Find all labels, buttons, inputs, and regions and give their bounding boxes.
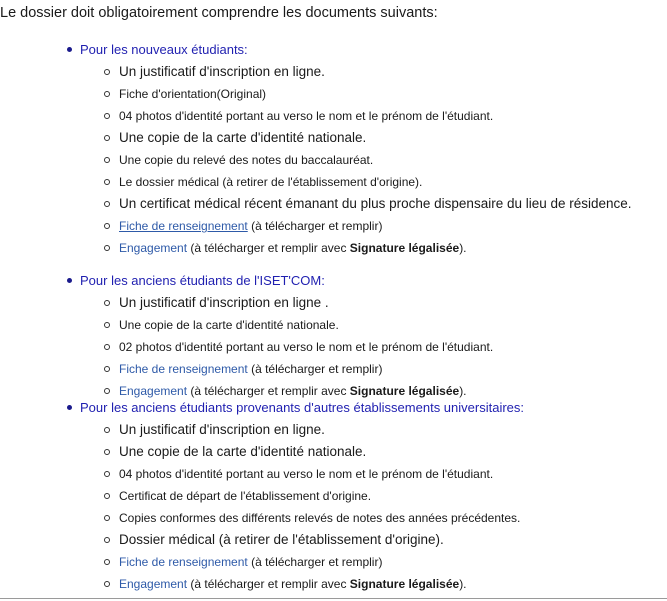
section-title: Pour les anciens étudiants de l'ISET'COM: (80, 273, 325, 288)
item-text: Un justificatif d'inscription en ligne. (119, 64, 325, 79)
bullet-disc-icon (67, 278, 72, 283)
list-item-content (119, 441, 366, 463)
list-item-content (119, 149, 373, 171)
bullet-disc-icon (67, 47, 72, 52)
bullet-circle-icon (104, 388, 110, 394)
item-text: (à télécharger et remplir avec (187, 241, 350, 255)
bullet-circle-icon (104, 69, 110, 75)
list-item-content (119, 336, 493, 358)
document-section (0, 39, 667, 259)
bullet-circle-icon (104, 157, 110, 163)
bullet-circle-icon (104, 300, 110, 306)
list-item (0, 463, 667, 485)
item-text: (à télécharger et remplir avec (187, 384, 350, 398)
item-text: Fiche d'orientation(Original) (119, 87, 267, 101)
bullet-circle-icon (104, 135, 110, 141)
list-item (0, 551, 667, 573)
list-item (0, 193, 667, 215)
list-item-content (119, 573, 467, 595)
list-item-content (119, 419, 325, 441)
list-item-content (119, 61, 325, 83)
item-text: Un certificat médical récent émanant du plus proche dispensaire du lieu de résidence. (119, 196, 632, 211)
engagement-link[interactable]: Engagement (119, 241, 188, 255)
list-item-content (119, 314, 339, 336)
item-text: (à télécharger et remplir) (247, 362, 383, 376)
bullet-circle-icon (104, 471, 110, 477)
bullet-circle-icon (104, 559, 110, 565)
item-text: 02 photos d'identité portant au verso le nom et le prénom de l'étudiant. (119, 340, 494, 354)
list-item (0, 507, 667, 529)
bullet-circle-icon (104, 449, 110, 455)
list-item-content (119, 127, 366, 149)
section-heading (0, 397, 667, 419)
bullet-circle-icon (104, 245, 110, 251)
list-item (0, 105, 667, 127)
bullet-circle-icon (104, 581, 110, 587)
list-item-content (119, 193, 632, 215)
document-list (0, 61, 667, 259)
list-item (0, 529, 667, 551)
item-text-tail: ). (459, 241, 467, 255)
bullet-circle-icon (104, 427, 110, 433)
list-item (0, 61, 667, 83)
list-item (0, 314, 667, 336)
item-text: (à télécharger et remplir) (247, 555, 383, 569)
item-text: Une copie de la carte d'identité nationale. (119, 318, 339, 332)
document-section (0, 397, 667, 595)
list-item (0, 171, 667, 193)
list-item (0, 358, 667, 380)
bullet-disc-icon (67, 405, 72, 410)
bullet-circle-icon (104, 322, 110, 328)
bullet-circle-icon (104, 91, 110, 97)
fiche-renseignement-link[interactable]: Fiche de renseignement (119, 219, 248, 233)
document-list (0, 292, 667, 402)
list-item (0, 441, 667, 463)
signature-emphasis: Signature légalisée (349, 384, 460, 398)
fiche-renseignement-link[interactable]: Fiche de renseignement (119, 362, 248, 376)
list-item-content (119, 83, 266, 105)
engagement-link[interactable]: Engagement (119, 577, 188, 591)
signature-emphasis: Signature légalisée (349, 241, 460, 255)
item-text: Une copie du relevé des notes du baccalauréat. (119, 153, 374, 167)
list-item-content (119, 485, 371, 507)
item-text-tail: ). (459, 384, 467, 398)
bottom-divider (0, 598, 667, 599)
list-item (0, 485, 667, 507)
list-item-content (119, 292, 329, 314)
list-item (0, 215, 667, 237)
fiche-renseignement-link[interactable]: Fiche de renseignement (119, 555, 248, 569)
bullet-circle-icon (104, 366, 110, 372)
item-text: Le dossier médical (à retirer de l'établissement d'origine). (119, 175, 423, 189)
item-text: Un justificatif d'inscription en ligne . (119, 295, 329, 310)
list-item-content (119, 463, 493, 485)
list-item (0, 127, 667, 149)
intro-text: Le dossier doit obligatoirement comprendre les documents suivants: (0, 5, 438, 21)
item-text: 04 photos d'identité portant au verso le nom et le prénom de l'étudiant. (119, 109, 494, 123)
item-text: (à télécharger et remplir avec (187, 577, 350, 591)
section-title: Pour les nouveaux étudiants: (80, 42, 248, 57)
item-text: Copies conformes des différents relevés de notes des années précédentes. (119, 511, 521, 525)
section-heading (0, 270, 667, 292)
document-section (0, 270, 667, 402)
list-item (0, 292, 667, 314)
list-item-content (119, 105, 493, 127)
item-text: Une copie de la carte d'identité nationale. (119, 444, 367, 459)
list-item (0, 83, 667, 105)
bullet-circle-icon (104, 537, 110, 543)
list-item-content (119, 237, 467, 259)
list-item (0, 573, 667, 595)
item-text-tail: ). (459, 577, 467, 591)
item-text: 04 photos d'identité portant au verso le nom et le prénom de l'étudiant. (119, 467, 494, 481)
list-item-content (119, 507, 520, 529)
bullet-circle-icon (104, 201, 110, 207)
bullet-circle-icon (104, 515, 110, 521)
list-item-content (119, 171, 422, 193)
bullet-circle-icon (104, 223, 110, 229)
section-title: Pour les anciens étudiants provenants d'autres établissements universitaires: (80, 400, 524, 415)
list-item-content (119, 215, 382, 237)
list-item-content (119, 529, 444, 551)
bullet-circle-icon (104, 493, 110, 499)
item-text: (à télécharger et remplir) (247, 219, 383, 233)
bullet-circle-icon (104, 344, 110, 350)
list-item (0, 149, 667, 171)
engagement-link[interactable]: Engagement (119, 384, 188, 398)
list-item (0, 336, 667, 358)
item-text: Un justificatif d'inscription en ligne. (119, 422, 325, 437)
item-text: Certificat de départ de l'établissement d'origine. (119, 489, 372, 503)
list-item-content (119, 358, 382, 380)
bullet-circle-icon (104, 179, 110, 185)
item-text: Dossier médical (à retirer de l'établissement d'origine). (119, 532, 444, 547)
section-heading (0, 39, 667, 61)
list-item-content (119, 551, 382, 573)
item-text: Une copie de la carte d'identité nationale. (119, 130, 367, 145)
signature-emphasis: Signature légalisée (349, 577, 460, 591)
document-list (0, 419, 667, 595)
list-item (0, 419, 667, 441)
list-item (0, 237, 667, 259)
bullet-circle-icon (104, 113, 110, 119)
